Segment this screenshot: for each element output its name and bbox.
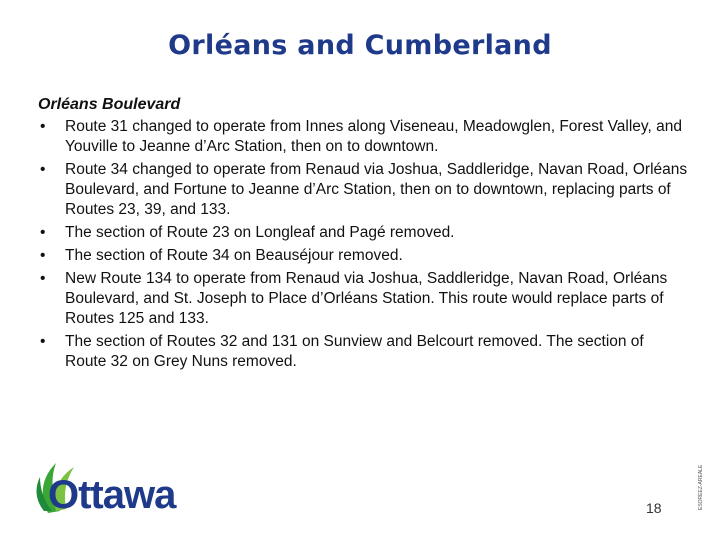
bullet-text: The section of Routes 32 and 131 on Sunview and Belcourt removed. The section of Route 32 on Grey Nuns removed. [65, 333, 644, 370]
slide-title: Orléans and Cumberland [168, 30, 552, 61]
bullet-marker: • [40, 161, 46, 178]
bullet-marker: • [40, 270, 46, 287]
bullet-marker: • [40, 247, 46, 264]
bullet-marker: • [40, 333, 46, 350]
bullet-item [38, 332, 688, 372]
ottawa-logo [34, 455, 194, 520]
bullet-text: The section of Route 34 on Beauséjour removed. [65, 247, 403, 264]
bullet-item [38, 117, 688, 157]
bullet-item [38, 223, 688, 243]
bullet-text: Route 31 changed to operate from Innes along Viseneau, Meadowglen, Forest Valley, and Youville to Jeanne d’Arc Station, then on to downtown. [65, 118, 682, 155]
bullet-item [38, 246, 688, 266]
bullet-item [38, 160, 688, 220]
slide-content [38, 95, 688, 375]
bullet-text: Route 34 changed to operate from Renaud via Joshua, Saddleridge, Navan Road, Orléans Boulevard, and Fortune to Jeanne d’Arc Station, then on to downtown, replacing parts of Routes 23, 39, and 133. [65, 161, 688, 218]
bullet-text: New Route 134 to operate from Renaud via Joshua, Saddleridge, Navan Road, Orléans Boulevard, and St. Joseph to Place d’Orléans Station. This route would replace parts of Routes 125 and 133. [65, 270, 668, 327]
bullet-list [38, 117, 688, 372]
bullet-text: The section of Route 23 on Longleaf and Pagé removed. [65, 224, 455, 241]
side-code-label: ESOREEZ-AREALE [698, 464, 704, 510]
bullet-marker: • [40, 118, 46, 135]
bullet-item [38, 269, 688, 329]
ottawa-wordmark: Ottawa [48, 473, 176, 517]
section-heading: Orléans Boulevard [38, 96, 181, 113]
bullet-marker: • [40, 224, 46, 241]
page-number: 18 [646, 500, 662, 516]
